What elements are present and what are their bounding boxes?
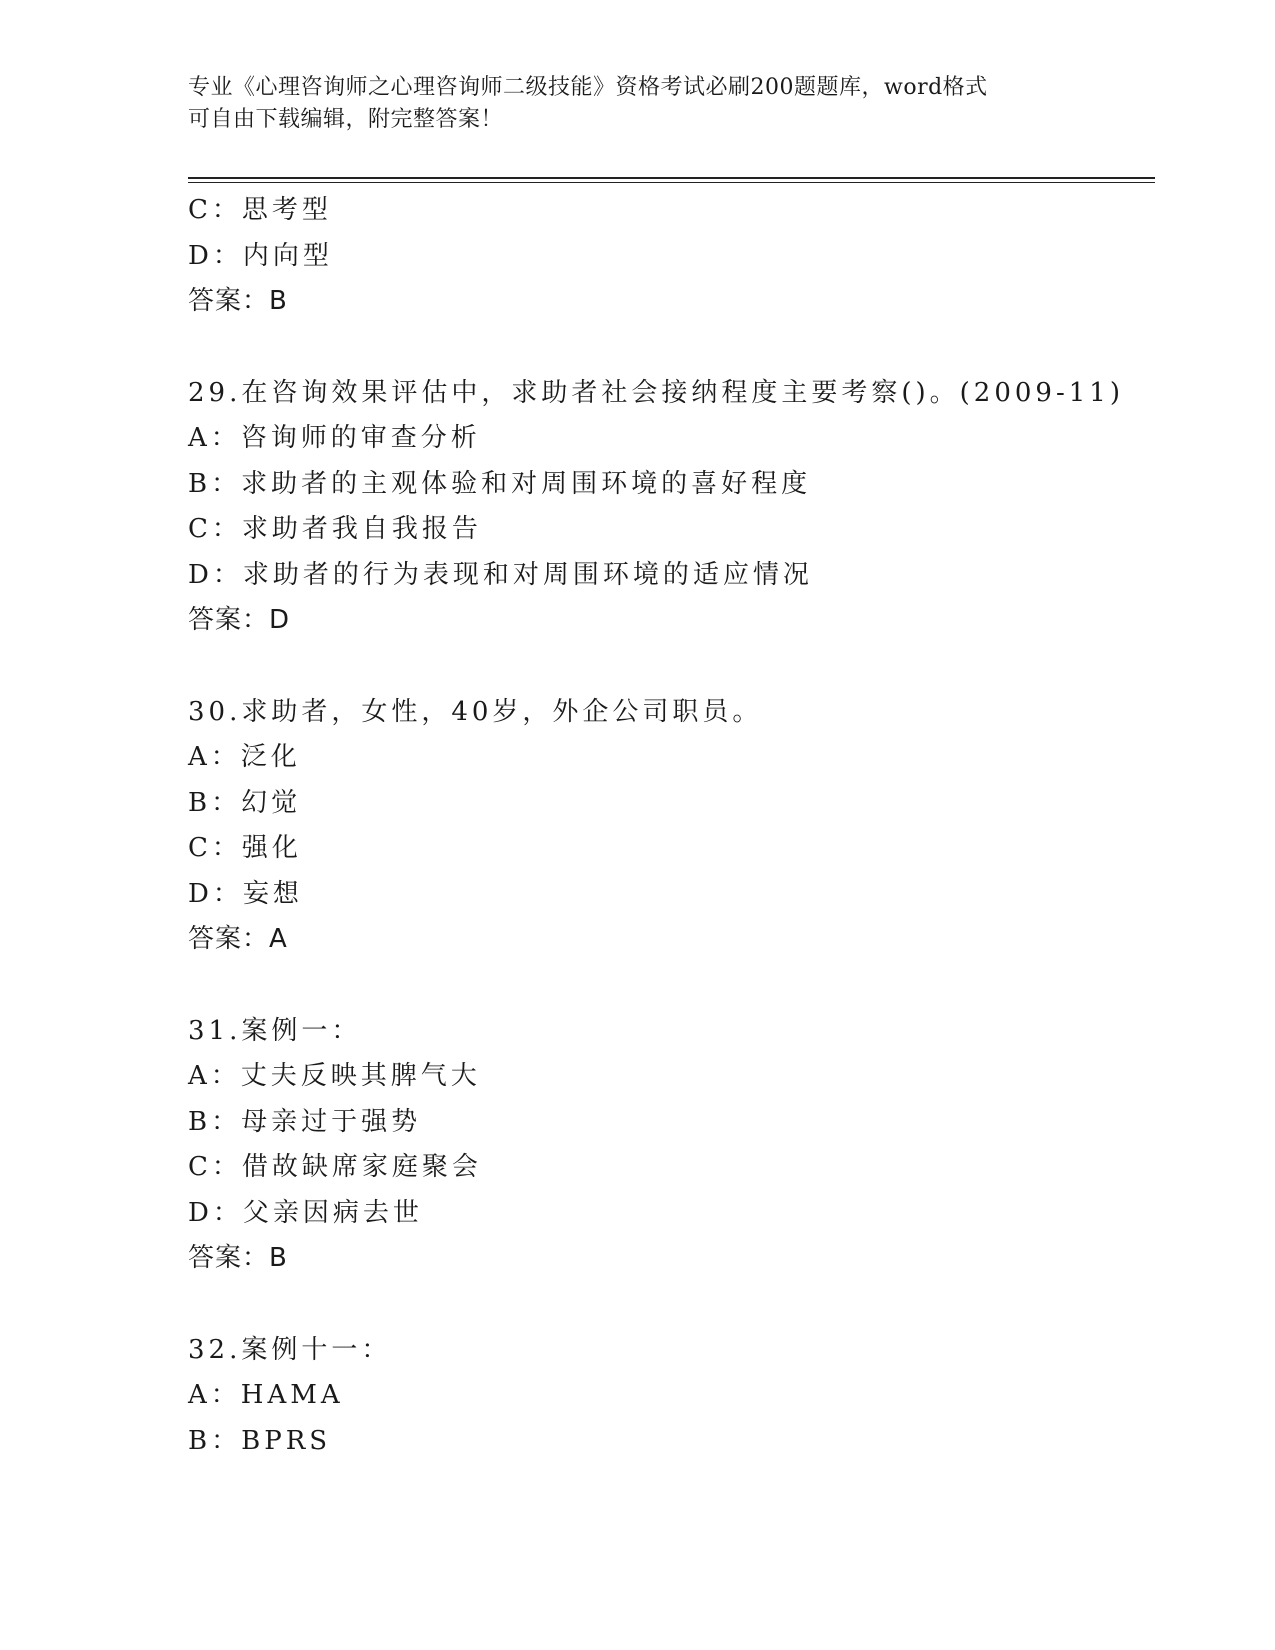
option-c: C：求助者我自我报告	[188, 514, 482, 544]
option-a: A：HAMA	[188, 1380, 344, 1410]
option-d: D：内向型	[188, 240, 333, 271]
header-line-2: 可自由下载编辑，附完整答案！	[188, 107, 504, 132]
answer: 答案：A	[188, 924, 288, 954]
option-a: A：丈夫反映其脾气大	[188, 1061, 481, 1091]
question-stem: 31.案例一：	[188, 1015, 362, 1046]
option-c: C：借故缺席家庭聚会	[188, 1152, 482, 1182]
option-b: B：BPRS	[188, 1425, 332, 1456]
option-d: D：父亲因病去世	[188, 1197, 423, 1228]
header-line-1: 专业《心理咨询师之心理咨询师二级技能》资格考试必刷200题题库，word格式	[188, 75, 988, 100]
option-d: D：求助者的行为表现和对周围环境的适应情况	[188, 559, 813, 590]
question-stem: 30.求助者，女性，40岁，外企公司职员。	[188, 696, 763, 727]
answer: 答案：B	[188, 286, 288, 316]
option-b: B：求助者的主观体验和对周围环境的喜好程度	[188, 468, 812, 499]
header-rule-thick	[188, 177, 1155, 179]
option-b: B：母亲过于强势	[188, 1106, 422, 1137]
option-c: C：思考型	[188, 195, 332, 225]
question-list	[188, 188, 1148, 1464]
answer: 答案：B	[188, 1243, 288, 1273]
option-a: A：咨询师的审查分析	[188, 423, 481, 453]
document-header	[188, 72, 1068, 136]
option-d: D：妄想	[188, 878, 303, 909]
option-b: B：幻觉	[188, 787, 302, 818]
question-stem: 29.在咨询效果评估中，求助者社会接纳程度主要考察()。(2009-11)	[188, 377, 1124, 408]
header-rule-thin	[188, 182, 1155, 183]
answer: 答案：D	[188, 605, 291, 635]
question-stem: 32.案例十一：	[188, 1334, 392, 1365]
option-a: A：泛化	[188, 742, 301, 772]
option-c: C：强化	[188, 833, 302, 863]
